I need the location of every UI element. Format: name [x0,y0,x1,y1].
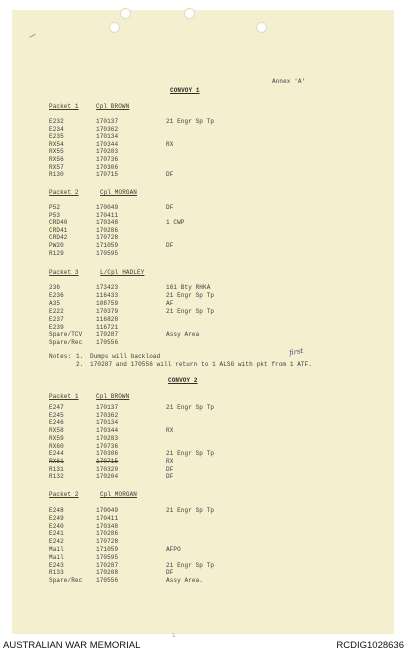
vehicle-number: 170728 [96,538,119,546]
convoy2-title: CONVOY 2 [168,377,198,384]
vehicle-id: Spare/Rec [49,339,83,347]
vehicle-id: CRD42 [49,234,68,242]
punch-hole [256,22,267,33]
destination: DF [166,473,174,481]
vehicle-id: E222 [49,307,64,315]
vehicle-number: 170287 [96,331,119,339]
vehicle-id: E244 [49,450,64,458]
footer-institution: AUSTRALIAN WAR MEMORIAL [3,640,141,651]
vehicle-id: P53 [49,211,61,219]
vehicle-number: 170728 [96,234,119,242]
packet-officer: Cpl MORGAN [100,189,138,196]
note-text: Dumps will backload [90,353,161,360]
vehicle-number: 170306 [96,450,119,458]
vehicle-number: 170137 [96,118,119,125]
vehicle-number: 170283 [96,148,119,156]
vehicle-number: 170348 [96,219,119,227]
vehicle-number: 170283 [96,434,119,442]
destination: DF [166,242,174,249]
vehicle-number: 170556 [96,577,119,585]
punch-hole [120,8,131,19]
vehicle-number: 116828 [96,315,119,323]
vehicle-id: E247 [49,404,64,411]
vehicle-number: 170715 [96,457,119,465]
vehicle-id: E237 [49,315,64,323]
vehicle-number: 170204 [96,473,119,481]
vehicle-id: Spare/TCV [49,331,83,339]
vehicle-id: E248 [49,507,64,514]
vehicle-number: 170286 [96,530,119,538]
packet-officer: Cpl BROWN [96,103,130,110]
vehicle-number: 170715 [96,171,119,179]
vehicle-number: 170137 [96,404,119,411]
vehicle-id: R131 [49,465,64,473]
vehicle-number: 170736 [96,156,119,163]
destination: RX [166,457,174,465]
packet-label: Packet 2 [49,491,79,498]
vehicle-id: E239 [49,323,64,331]
vehicle-id: RX55 [49,148,64,156]
vehicle-id: RX57 [49,163,64,171]
vehicle-id: CRD41 [49,226,68,234]
vehicle-number: 108759 [96,299,119,307]
note-text: 170287 and 170556 will return to 1 ALSG with pkt from 1 ATF. [90,361,313,368]
destination: 21 Engr Sp Tp [166,561,215,569]
destination: 21 Engr Sp Tp [166,404,215,411]
vehicle-id: A35 [49,299,61,307]
vehicle-id: RX58 [49,427,64,435]
vehicle-number: 170379 [96,307,119,315]
vehicle-number: 170049 [96,204,119,211]
vehicle-id: R129 [49,249,64,257]
destination: 161 Bty RHKA [166,284,211,291]
vehicle-number: 170348 [96,522,119,530]
vehicle-number: 170411 [96,211,119,219]
vehicle-id: E243 [49,561,64,569]
vehicle-id: E234 [49,125,64,133]
vehicle-id: E241 [49,530,64,538]
vehicle-number: 170287 [96,561,119,569]
vehicle-number: 170134 [96,133,119,141]
destination: 21 Engr Sp Tp [166,450,215,458]
vehicle-id: RX60 [49,442,64,450]
vehicle-number: 170362 [96,411,119,419]
vehicle-id: E242 [49,538,64,546]
vehicle-id: RX59 [49,434,64,442]
destination: DF [166,204,174,211]
vehicle-id: RX54 [49,140,64,148]
notes-label: Notes: [49,353,72,360]
vehicle-number: 170134 [96,419,119,427]
vehicle-number: 171059 [96,546,119,553]
destination: 21 Engr Sp Tp [166,507,215,514]
packet-label: Packet 1 [49,103,79,110]
destination: Assy Area [166,331,200,339]
vehicle-id: E249 [49,514,64,522]
vehicle-number: 171059 [96,242,119,249]
vehicle-id: PW20 [49,242,64,249]
note-number: 2. [76,361,84,368]
page-mark: ı [172,632,176,639]
vehicle-number: 170286 [96,226,119,234]
vehicle-number: 170362 [96,125,119,133]
vehicle-id: E246 [49,419,64,427]
footer-reference: RCDIG1028636 [336,640,404,651]
convoy1-title: CONVOY 1 [170,87,200,94]
vehicle-id: R132 [49,473,64,481]
vehicle-id: P52 [49,204,61,211]
packet-label: Packet 3 [49,269,79,276]
vehicle-id: R130 [49,171,64,179]
vehicle-number: 116721 [96,323,119,331]
vehicle-id: E232 [49,118,64,125]
destination: RX [166,140,174,148]
vehicle-id: CRD40 [49,219,68,227]
destination: DF [166,465,174,473]
handwritten-correction: first [288,346,305,358]
destination: AFPO [166,546,181,553]
packet-label: Packet 1 [49,393,79,400]
vehicle-id: RX56 [49,156,64,163]
note-number: 1. [76,353,84,360]
vehicle-id: Mail [49,553,64,561]
destination: 21 Engr Sp Tp [166,118,215,125]
vehicle-number: 170556 [96,339,119,347]
vehicle-id: Spare/Rec [49,577,83,585]
vehicle-id: R133 [49,569,64,577]
destination: 21 Engr Sp Tp [166,291,215,299]
vehicle-number: 170736 [96,442,119,450]
pencil-mark: / [28,32,36,40]
vehicle-id: E235 [49,133,64,141]
vehicle-id: E245 [49,411,64,419]
destination: DF [166,171,174,179]
vehicle-number: 170320 [96,465,119,473]
destination: 21 Engr Sp Tp [166,307,215,315]
destination: DF [166,569,174,577]
vehicle-id: E240 [49,522,64,530]
vehicle-id: RX61 [49,457,64,465]
punch-hole [184,8,195,19]
destination: 1 CWP [166,219,185,227]
destination: AF [166,299,174,307]
vehicle-number: 116433 [96,291,119,299]
vehicle-number: 170595 [96,249,119,257]
vehicle-id: Mail [49,546,64,553]
vehicle-number: 170595 [96,553,119,561]
vehicle-number: 170208 [96,569,119,577]
vehicle-number: 170344 [96,427,119,435]
vehicle-number: 170049 [96,507,119,514]
vehicle-number: 173423 [96,284,119,291]
destination: Assy Area. [166,577,204,585]
vehicle-number: 170306 [96,163,119,171]
vehicle-id: E236 [49,291,64,299]
punch-hole [109,22,120,33]
packet-officer: Cpl MORGAN [100,491,138,498]
destination: RX [166,427,174,435]
vehicle-number: 170344 [96,140,119,148]
vehicle-number: 170411 [96,514,119,522]
packet-officer: L/Cpl HADLEY [100,269,145,276]
annex-label: Annex 'A' [272,78,306,85]
packet-officer: Cpl BROWN [96,393,130,400]
vehicle-id: 236 [49,284,61,291]
packet-label: Packet 2 [49,189,79,196]
